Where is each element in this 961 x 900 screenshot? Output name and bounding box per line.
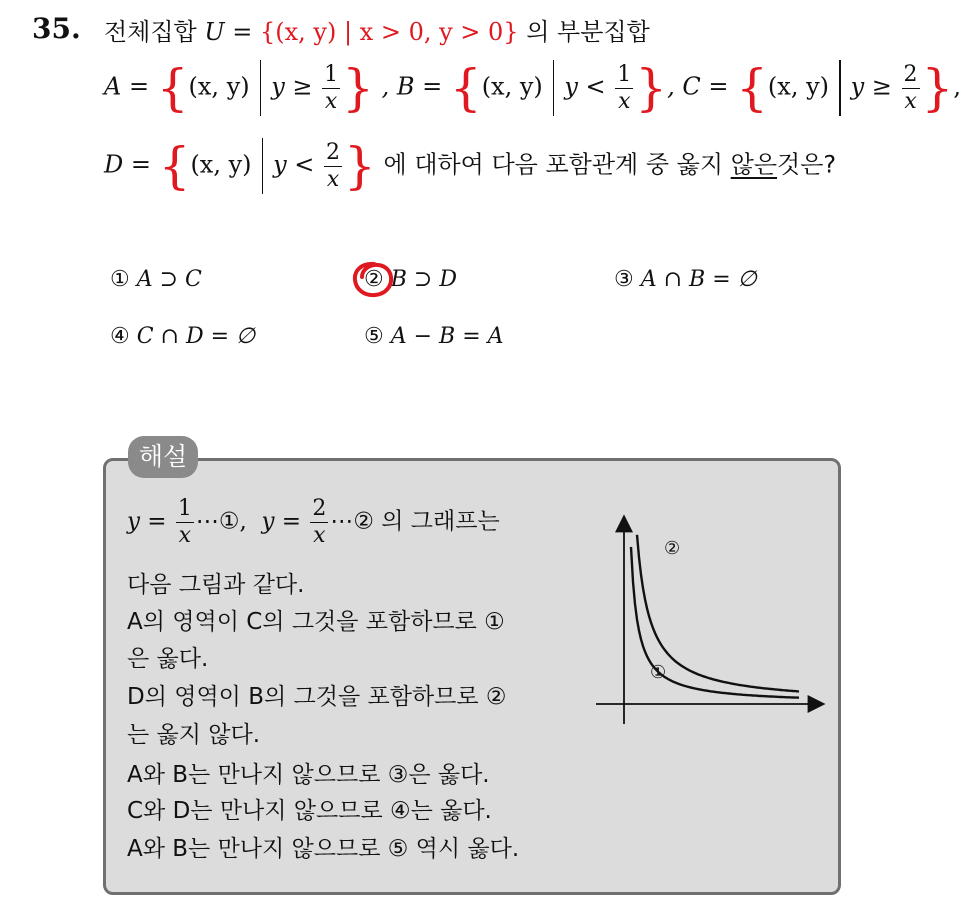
numerator: 1: [617, 61, 632, 87]
eq2-tail: ⋯② 의 그래프는: [330, 508, 500, 535]
prompt-underlined: 않은: [730, 150, 778, 179]
choice-marker: ⑤: [364, 324, 384, 349]
numerator: 2: [326, 139, 341, 165]
solution-equation-line: [127, 498, 500, 547]
denominator: x: [904, 88, 917, 114]
numerator: 2: [903, 61, 918, 87]
set-d-pair: (x, y): [190, 150, 252, 179]
set-bar: [262, 138, 264, 194]
choice-marker: ③: [614, 267, 634, 292]
solution-line: 은 옳다.: [127, 646, 209, 672]
solution-line: D의 영역이 B의 그것을 포함하므로 ②: [127, 684, 507, 710]
universe-set: {(x, y) | x > 0, y > 0}: [259, 18, 519, 46]
set-b-cond: y <: [564, 72, 606, 101]
curve-2-label: ②: [664, 538, 681, 559]
intro-tail: 의 부분집합: [526, 18, 650, 46]
question-line-1: [104, 12, 650, 47]
numerator: 1: [324, 61, 339, 87]
solution-line: 는 옳지 않다.: [127, 722, 261, 748]
denominator: x: [313, 523, 326, 548]
solution-line: A와 B는 만나지 않으므로 ⑤ 역시 옳다.: [127, 836, 520, 862]
answer-circle-mark: [350, 258, 398, 300]
set-a-name: A =: [104, 72, 150, 101]
eq2-lhs: y =: [261, 508, 302, 535]
denominator: x: [324, 88, 338, 114]
right-brace: }: [344, 137, 376, 195]
set-b-pair: (x, y): [481, 72, 543, 101]
fraction: [615, 61, 633, 114]
question-number: 35.: [32, 12, 81, 45]
trailing-comma: ,: [953, 72, 961, 101]
set-a-cond: y ≥: [271, 72, 313, 101]
choice-3[interactable]: [614, 267, 757, 292]
choice-marker: ①: [110, 267, 130, 292]
set-c-cond: y ≥: [850, 72, 892, 101]
set-d-cond: y <: [273, 150, 315, 179]
solution-tab: 해설: [128, 436, 198, 478]
question-line-3: [104, 138, 836, 194]
set-d-name: D =: [104, 150, 151, 179]
left-brace: {: [736, 59, 768, 117]
fraction: [176, 498, 194, 547]
curve-1-label: ①: [650, 662, 667, 683]
fraction: [322, 61, 340, 114]
fraction: [324, 139, 342, 192]
right-brace: }: [921, 59, 954, 117]
set-b-name: , B =: [381, 72, 443, 101]
denominator: x: [326, 166, 340, 192]
set-c-name: , C =: [667, 72, 729, 101]
set-c-pair: (x, y): [767, 72, 829, 101]
solution-line: A의 영역이 C의 그것을 포함하므로 ①: [127, 609, 505, 635]
choice-marker: ②: [364, 267, 384, 292]
left-brace: {: [156, 59, 189, 117]
solution-line: C와 D는 만나지 않으므로 ④는 옳다.: [127, 798, 492, 824]
choice-text: B ⊃ D: [390, 267, 457, 292]
prompt-text: 에 대하여 다음 포함관계 중 옳지: [383, 150, 731, 179]
choice-text: C ∩ D = ∅: [136, 324, 256, 349]
left-brace: {: [449, 59, 482, 117]
right-brace: }: [635, 59, 668, 117]
choice-text: A − B = A: [390, 324, 504, 349]
solution-line: A와 B는 만나지 않으므로 ③은 옳다.: [127, 762, 490, 788]
set-bar: [839, 60, 841, 116]
set-a-pair: (x, y): [188, 72, 250, 101]
choice-marker: ④: [110, 324, 130, 349]
universe-lhs: U =: [204, 18, 260, 46]
denominator: x: [618, 88, 631, 114]
numerator: 2: [312, 496, 327, 521]
eq1-tail: ⋯①,: [195, 508, 247, 535]
fraction: [902, 61, 920, 114]
eq1-lhs: y =: [127, 508, 167, 535]
choice-4[interactable]: [110, 324, 255, 349]
question-line-2: [104, 60, 961, 116]
choice-1[interactable]: [110, 267, 202, 292]
numerator: 1: [177, 496, 192, 521]
choice-5[interactable]: [364, 324, 504, 349]
solution-line: 다음 그림과 같다.: [127, 572, 305, 598]
set-bar: [553, 60, 555, 116]
left-brace: {: [158, 137, 191, 195]
choice-text: A ∩ B = ∅: [640, 267, 757, 292]
denominator: x: [178, 523, 192, 548]
hyperbola-graph: [592, 510, 832, 730]
right-brace: }: [342, 59, 374, 117]
set-bar: [260, 60, 262, 116]
fraction: [310, 498, 328, 547]
choice-text: A ⊃ C: [136, 267, 202, 292]
intro-text: 전체집합: [104, 18, 197, 46]
prompt-tail: 것은?: [777, 150, 837, 179]
